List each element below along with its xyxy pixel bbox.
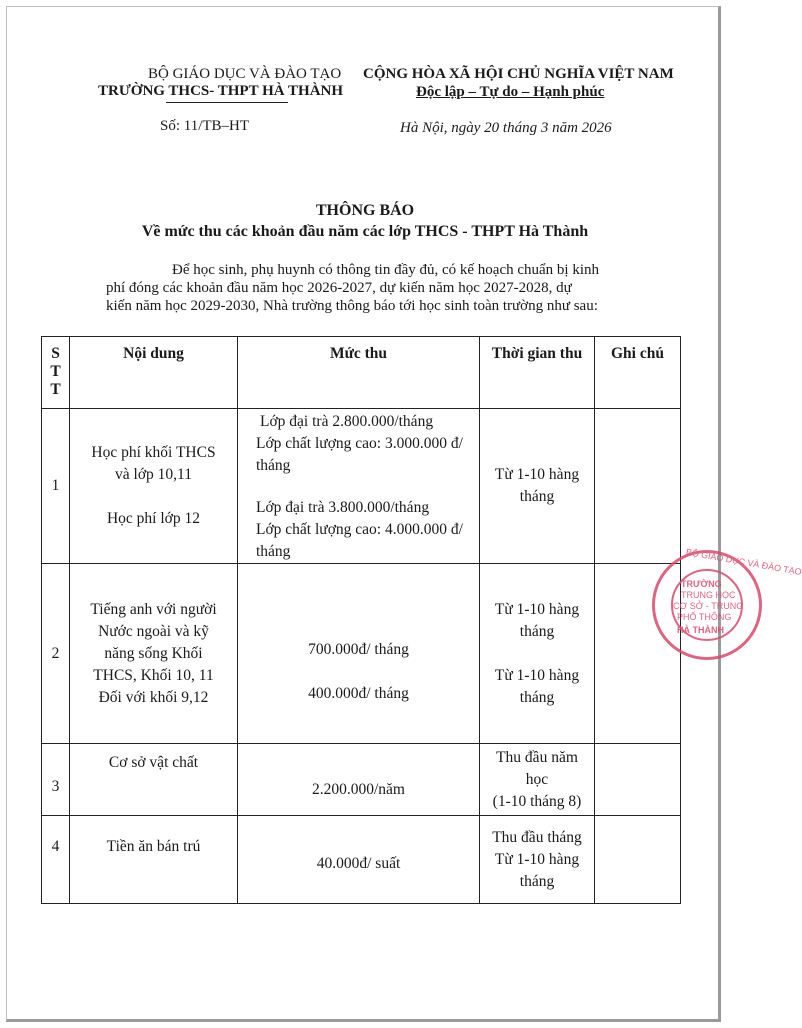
row-2-fee <box>238 564 480 744</box>
row-1-fee-line: Lớp chất lượng cao: 4.000.000 đ/ <box>256 521 463 538</box>
official-stamp <box>652 546 802 660</box>
row-1-fee-line: tháng <box>256 543 291 560</box>
row-4-stt: 4 <box>42 816 70 904</box>
table-row <box>42 564 681 744</box>
row-4-time-line: Thu đầu tháng <box>492 828 582 846</box>
header-stt-t1: T <box>50 363 61 380</box>
header-stt-t2: T <box>50 381 61 398</box>
row-2-content-line: năng sống Khối <box>104 644 203 662</box>
table-row <box>42 816 681 904</box>
header-stt-s: S <box>51 345 60 362</box>
row-1-fee <box>238 409 480 564</box>
row-2-fee-line: 700.000đ/ tháng <box>308 640 409 658</box>
row-3-note <box>595 744 681 816</box>
row-3-fee: 2.200.000/năm <box>238 744 480 816</box>
row-1-time <box>480 409 595 564</box>
row-2-time-line: tháng <box>519 688 555 706</box>
row-1-content-line: Học phí khối THCS <box>91 444 216 461</box>
row-2-time-line: Từ 1-10 hàng <box>494 600 580 618</box>
row-2-content-line: Tiếng anh với người <box>90 600 217 618</box>
row-1-fee-line: Lớp đại trà 2.800.000/tháng <box>260 413 434 430</box>
row-3-stt: 3 <box>42 744 70 816</box>
row-2-stt: 2 <box>42 564 70 744</box>
stamp-line: TRƯỜNG <box>681 579 722 589</box>
stamp-ring-text: BỘ GIÁO DỤC VÀ ĐÀO TẠO <box>685 546 802 578</box>
table-row <box>42 744 681 816</box>
header-content: Nội dung <box>70 337 238 409</box>
row-4-time-line: Từ 1-10 hàng <box>494 850 580 868</box>
header-fee: Mức thu <box>238 337 480 409</box>
row-2-content <box>70 564 238 744</box>
school-underline <box>166 102 288 103</box>
intro-line-3: kiến năm học 2029-2030, Nhà trường thông báo tới học sinh toàn trường như sau: <box>106 298 598 314</box>
row-4-time <box>480 816 595 904</box>
row-1-time-line: Từ 1-10 hàng <box>494 466 580 483</box>
row-2-content-line: Nước ngoài và kỹ <box>98 622 209 640</box>
place-date: Hà Nội, ngày 20 tháng 3 năm 2026 <box>400 120 612 136</box>
row-3-content: Cơ sở vật chất <box>70 744 238 816</box>
row-4-time-line: tháng <box>519 872 555 890</box>
row-1-content <box>70 409 238 564</box>
header-stt <box>42 337 70 409</box>
row-3-time-line: học <box>525 770 549 788</box>
notice-subtitle: Về mức thu các khoản đầu năm các lớp THCS - THPT Hà Thành <box>141 223 589 240</box>
row-3-time <box>480 744 595 816</box>
row-2-time-line: tháng <box>519 622 555 640</box>
row-2-content-line: THCS, Khối 10, 11 <box>93 666 214 684</box>
row-1-fee-line: Lớp chất lượng cao: 3.000.000 đ/ <box>256 435 463 452</box>
row-2-content-line: Đối với khối 9,12 <box>98 688 209 706</box>
table-header-row <box>42 337 681 409</box>
row-1-note <box>595 409 681 564</box>
row-2-time-line: Từ 1-10 hàng <box>494 666 580 684</box>
header-time: Thời gian thu <box>480 337 595 409</box>
header-note: Ghi chú <box>595 337 681 409</box>
stamp-line: HÀ THÀNH <box>677 625 724 635</box>
row-1-stt: 1 <box>42 409 70 564</box>
fee-table <box>41 336 681 904</box>
row-4-note <box>595 816 681 904</box>
row-4-fee: 40.000đ/ suất <box>238 816 480 904</box>
row-4-content: Tiền ăn bán trú <box>70 816 238 904</box>
row-3-time-line: Thu đầu năm <box>496 748 578 766</box>
row-1-content-line: Học phí lớp 12 <box>106 510 200 527</box>
stamp-line: CƠ SỞ - TRUNG <box>673 601 744 611</box>
intro-line-1: Để học sinh, phụ huynh có thông tin đầy đủ, có kế hoạch chuẩn bị kinh <box>172 262 600 278</box>
stamp-line: TRUNG HỌC <box>681 590 736 600</box>
row-2-fee-line: 400.000đ/ tháng <box>308 684 409 702</box>
row-1-fee-line: Lớp đại trà 3.800.000/tháng <box>256 499 430 516</box>
stamp-line: PHỔ THÔNG <box>677 612 732 622</box>
row-2-time <box>480 564 595 744</box>
notice-title: THÔNG BÁO <box>315 202 415 219</box>
row-1-fee-line: tháng <box>256 457 291 474</box>
row-1-content-line: và lớp 10,11 <box>115 466 192 483</box>
republic-title: CỘNG HÒA XÃ HỘI CHỦ NGHĨA VIỆT NAM <box>363 66 674 82</box>
national-motto: Độc lập – Tự do – Hạnh phúc <box>416 84 605 100</box>
row-1-time-line: tháng <box>519 488 555 505</box>
table-row <box>42 409 681 564</box>
intro-line-2: phí đóng các khoản đầu năm học 2026-2027, dự kiến năm học 2027-2028, dự <box>106 280 572 296</box>
row-3-time-line: (1-10 tháng 8) <box>492 792 582 810</box>
document-number: Số: 11/TB–HT <box>160 118 250 134</box>
ministry-name: BỘ GIÁO DỤC VÀ ĐÀO TẠO <box>148 66 342 82</box>
school-name: TRƯỜNG THCS- THPT HÀ THÀNH <box>98 83 344 99</box>
